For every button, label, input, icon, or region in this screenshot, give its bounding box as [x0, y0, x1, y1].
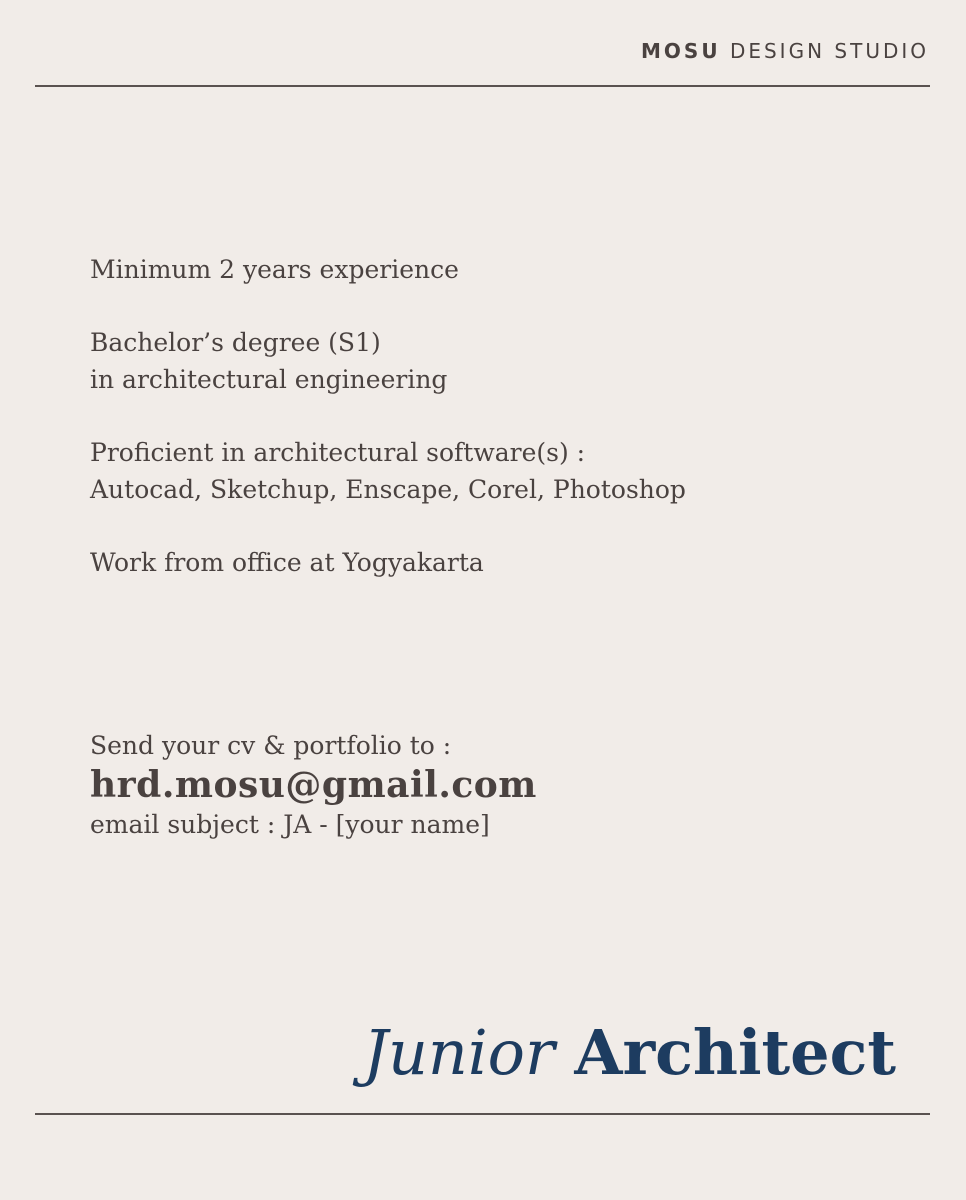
send-label: Send your cv & portfolio to : [90, 731, 452, 760]
requirement-line: Autocad, Sketchup, Enscape, Corel, Photoshop [90, 475, 686, 504]
requirement-line: Work from office at Yogyakarta [90, 548, 484, 577]
requirement-degree [90, 324, 447, 398]
job-title [363, 1015, 896, 1091]
requirement-line: in architectural engineering [90, 365, 448, 394]
top-divider [35, 85, 930, 87]
brand-name [641, 39, 929, 63]
job-title-junior: Junior [363, 1016, 555, 1089]
requirement-line: Bachelor’s degree (S1) [90, 328, 381, 357]
email-subject-label: email subject : JA - [your name] [90, 810, 490, 839]
contact-email: hrd.mosu@gmail.com [90, 764, 537, 806]
job-title-architect: Architect [574, 1016, 896, 1089]
requirement-software [90, 434, 686, 508]
requirement-location [90, 544, 484, 581]
requirement-experience [90, 251, 459, 288]
contact-section [90, 727, 537, 843]
requirement-line: Minimum 2 years experience [90, 255, 459, 284]
brand-name-bold: MOSU [641, 39, 721, 63]
bottom-divider [35, 1113, 930, 1115]
requirement-line: Proficient in architectural software(s) : [90, 438, 586, 467]
brand-name-rest: DESIGN STUDIO [729, 39, 929, 63]
